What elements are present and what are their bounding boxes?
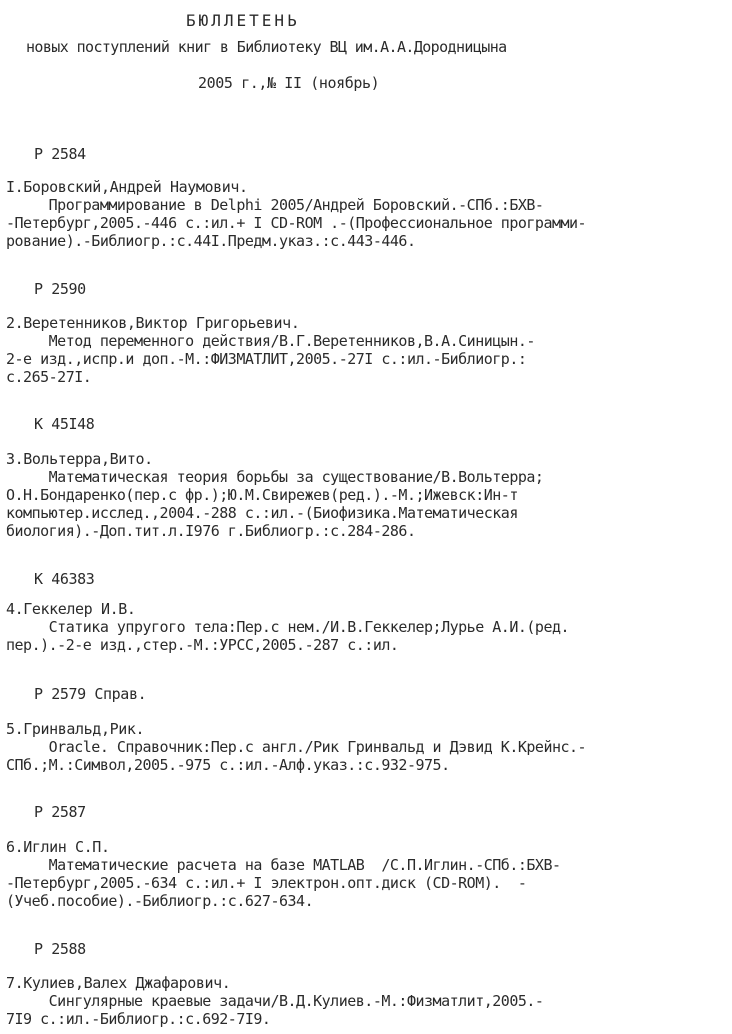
entry-line: Математическая теория борьбы за существование/В.Вольтерра; [6,468,544,486]
shelf-code: К 45I48 [34,415,95,433]
entry-line: Статика упругого тела:Пер.с нем./И.В.Геккелер;Лурье А.И.(ред. [6,618,570,636]
entry-description [6,856,561,910]
entry-line: пер.).-2-е изд.,стер.-М.:УРСС,2005.-287 с.:ил. [6,636,399,654]
entry-description [6,332,535,386]
book-entry [6,600,569,654]
entry-line: компьютер.исслед.,2004.-288 с.:ил.-(Биофизика.Математическая [6,504,518,522]
entry-line: (Учеб.пособие).-Библиогр.:с.627-634. [6,892,314,910]
entry-line: О.Н.Бондаренко(пер.с фр.);Ю.М.Свирежев(ред.).-М.;Ижевск:Ин-т [6,486,518,504]
entry-line: -Петербург,2005.-634 с.:ил.+ I электрон.опт.диск (CD-ROM). - [6,874,527,892]
book-entry [6,838,561,910]
book-entry [6,314,535,386]
book-entry [6,450,543,540]
entry-line: СПб.;М.:Символ,2005.-975 с.:ил.-Алф.указ.:с.932-975. [6,756,450,774]
entry-line: Программирование в Delphi 2005/Андрей Боровский.-СПб.:БХВ- [6,196,544,214]
book-entry [6,178,586,250]
shelf-code: Р 2587 [34,803,86,821]
entry-description [6,618,569,654]
shelf-code: Р 2584 [34,145,86,163]
entry-author: 6.Иглин С.П. [6,838,110,856]
entry-line: 7I9 с.:ил.-Библиогр.:с.692-7I9. [6,1010,271,1028]
shelf-code: К 46383 [34,570,95,588]
entry-line: биология).-Доп.тит.л.I976 г.Библиогр.:с.284-286. [6,522,416,540]
bulletin-subtitle: новых поступлений книг в Библиотеку ВЦ им.А.А.Дородницына [26,38,507,56]
entry-author: 3.Вольтерра,Вито. [6,450,153,468]
shelf-code: Р 2579 Справ. [34,685,147,703]
entry-author: 5.Гринвальд,Рик. [6,720,145,738]
bulletin-title: БЮЛЛЕТЕНЬ [186,11,300,30]
entry-line: с.265-27I. [6,368,92,386]
entry-author: 7.Кулиев,Валех Джафарович. [6,974,231,992]
entry-line: 2-е изд.,испр.и доп.-М.:ФИЗМАТЛИТ,2005.-27I с.:ил.-Библиогр.: [6,350,527,368]
entry-line: Метод переменного действия/В.Г.Веретенников,В.А.Синицын.- [6,332,535,350]
entry-author: 4.Геккелер И.В. [6,600,136,618]
entry-description [6,468,543,540]
entry-line: Математические расчета на базе MATLAB /С.П.Иглин.-СПб.:БХВ- [6,856,561,874]
entry-line: Сингулярные краевые задачи/В.Д.Кулиев.-М.:Физматлит,2005.- [6,992,544,1010]
entry-author: 2.Веретенников,Виктор Григорьевич. [6,314,300,332]
book-entry [6,720,586,774]
shelf-code: Р 2588 [34,940,86,958]
entry-description [6,738,586,774]
entry-line: -Петербург,2005.-446 с.:ил.+ I CD-ROM .-(Профессиональное программи- [6,214,587,232]
entry-description [6,992,543,1028]
entry-author: I.Боровский,Андрей Наумович. [6,178,248,196]
shelf-code: Р 2590 [34,280,86,298]
entry-line: рование).-Библиогр.:с.44I.Предм.указ.:с.443-446. [6,232,416,250]
book-entry [6,974,543,1028]
entry-line: Oracle. Справочник:Пер.с англ./Рик Гринвальд и Дэвид К.Крейнс.- [6,738,587,756]
bulletin-issue: 2005 г.,№ II (ноябрь) [198,74,380,92]
entry-description [6,196,586,250]
